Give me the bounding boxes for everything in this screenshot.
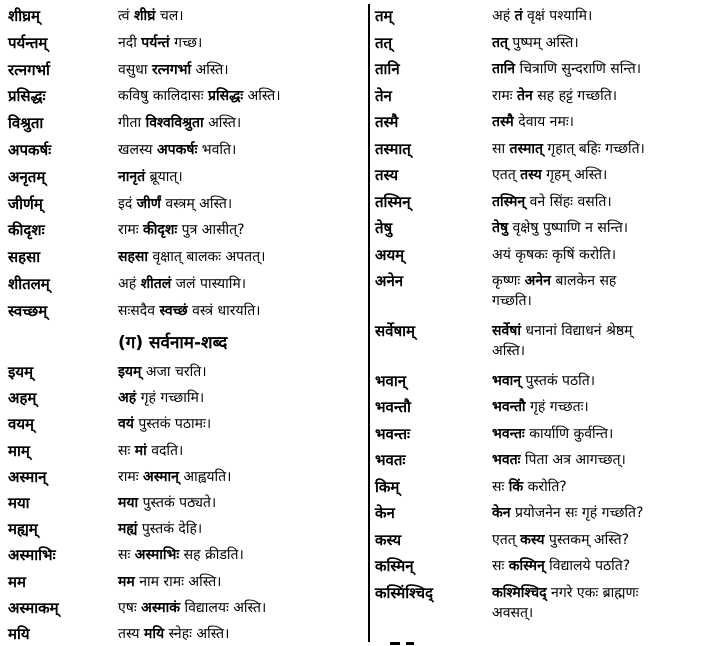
example-sentence: [118, 493, 216, 513]
example-highlight: भवान्: [492, 373, 522, 389]
example-text-before: इदं: [118, 196, 137, 212]
example-sentence: [492, 165, 607, 185]
example-text-after: अस्ति।: [243, 88, 281, 104]
vocab-word: शीघ्रम्: [8, 7, 40, 25]
example-sentence: [118, 519, 202, 539]
example-text-before: गीता: [118, 115, 146, 131]
example-sentence: [492, 397, 589, 417]
example-highlight: शीतलं: [140, 276, 172, 292]
example-highlight: अपकर्षः: [156, 142, 198, 158]
column-divider: [368, 4, 370, 642]
vocab-word: पर्यन्तम्: [8, 34, 48, 52]
example-line: [492, 88, 617, 104]
example-highlight: तानि: [492, 61, 516, 77]
example-text-after: गृहं गच्छामि।: [136, 390, 205, 406]
example-text-after: वस्त्रं धारयति।: [187, 303, 261, 319]
example-sentence: [118, 60, 229, 80]
vocab-word: भवन्तौ: [375, 398, 411, 416]
example-text-after: चित्राणि सुन्दराणि सन्ति।: [515, 61, 641, 77]
example-text-after: वृक्षं पश्यामि।: [522, 8, 593, 24]
example-text-after: पिता अत्र आगच्छत्।: [520, 452, 626, 468]
example-line: [492, 220, 628, 236]
example-text-before: सः: [118, 443, 135, 459]
example-sentence: [492, 503, 643, 523]
example-line: [492, 273, 616, 289]
example-highlight: नानृतं: [118, 169, 146, 185]
vocab-word: मया: [8, 494, 30, 512]
example-sentence: [492, 245, 616, 265]
example-line: [118, 521, 202, 537]
example-line: [118, 88, 281, 104]
vocab-word: कस्मिंश्चिद्: [375, 584, 433, 602]
example-line: [118, 196, 232, 212]
example-text-after: वने सिंहः वसति।: [525, 194, 612, 210]
example-text-after: गृहम् अस्ति।: [541, 167, 608, 183]
example-highlight: भवतः: [492, 452, 521, 468]
example-highlight: विश्वविश्रुता: [145, 115, 204, 131]
example-sentence: [118, 572, 221, 592]
example-sentence: [118, 388, 204, 408]
example-highlight: अस्मान्: [143, 469, 179, 485]
vocab-word: तानि: [375, 60, 400, 78]
example-line: [118, 443, 183, 459]
vocab-word: शीतलम्: [8, 275, 50, 293]
vocab-word: किम्: [375, 478, 400, 496]
example-text-before: खलस्य: [118, 142, 157, 158]
vocab-word: अयम्: [375, 246, 405, 264]
vocab-word: अपकर्षः: [8, 141, 52, 159]
vocab-word: प्रसिद्धः: [8, 87, 46, 105]
example-line: [118, 303, 261, 319]
example-text-after: भवति।: [197, 142, 237, 158]
example-continuation: गच्छति।: [492, 293, 532, 309]
example-text-before: सः: [118, 547, 135, 563]
example-sentence: [118, 247, 265, 267]
vocab-word: तस्मै: [375, 113, 399, 131]
example-sentence: [492, 139, 645, 159]
example-line: [492, 141, 645, 157]
vocab-word: माम्: [8, 442, 30, 460]
example-line: [492, 114, 574, 130]
example-line: [492, 399, 589, 415]
example-line: [118, 249, 265, 265]
example-text-after: अस्ति।: [203, 115, 242, 131]
vocab-word: तेषु: [375, 219, 393, 237]
example-sentence: [492, 218, 628, 238]
example-highlight: मयि: [144, 626, 165, 642]
example-line: [492, 373, 595, 389]
example-text-before: अहं: [118, 276, 141, 292]
example-line: [492, 426, 613, 442]
example-continuation: अस्ति।: [492, 343, 526, 359]
example-sentence: [118, 274, 246, 294]
example-text-after: आह्वयति।: [178, 469, 232, 485]
example-text-after: करोति?: [523, 479, 567, 495]
example-sentence: [118, 220, 245, 240]
example-text-after: नाम रामः अस्ति।: [134, 574, 222, 590]
example-highlight: मां: [134, 443, 147, 459]
example-text-after: सह क्रीडति।: [179, 547, 244, 563]
example-text-before: एषः: [118, 600, 142, 616]
vocab-word: अनेन: [375, 272, 404, 290]
example-sentence: [118, 113, 241, 133]
example-highlight: भवन्तौ: [492, 399, 526, 415]
example-text-after: पुष्पम् अस्ति।: [507, 35, 579, 51]
example-highlight: तस्मात्: [509, 141, 543, 157]
example-line: [118, 364, 207, 380]
example-text-after: वृक्षात् बालकः अपतत्।: [148, 249, 266, 265]
vocab-word: तस्मात्: [375, 140, 411, 158]
vocab-word: स्वच्छम्: [8, 302, 48, 320]
example-highlight: किं: [508, 479, 524, 495]
example-line: [492, 532, 629, 548]
example-text-before: कृष्णः: [492, 273, 525, 289]
example-text-after: गृहं गच्छतः।: [525, 399, 589, 415]
example-text-after: पुस्तकम् अस्ति?: [544, 532, 630, 548]
example-line: [492, 8, 592, 24]
example-highlight: तस्मै: [492, 114, 514, 130]
example-sentence: [118, 441, 183, 461]
example-text-after: पुस्तकं पठति।: [521, 373, 596, 389]
example-sentence: [492, 556, 630, 576]
example-text-after: विद्यालये पठति?: [544, 558, 631, 574]
example-highlight: इयम्: [118, 364, 142, 380]
example-line: [118, 469, 231, 485]
example-text-before: सः: [492, 558, 509, 574]
vocab-word: मम: [8, 573, 26, 591]
example-line: [118, 574, 221, 590]
example-highlight: रत्नगर्भा: [151, 62, 192, 78]
example-line: [118, 8, 184, 24]
example-highlight: मह्यं: [118, 521, 138, 537]
example-sentence: [492, 530, 629, 550]
example-text-after: गच्छ।: [169, 35, 203, 51]
example-highlight: वयं: [118, 416, 134, 432]
example-sentence: [118, 140, 236, 160]
example-line: [118, 35, 202, 51]
example-text-after: पुत्र आसीत्?: [177, 222, 245, 238]
vocab-word: अहम्: [8, 389, 37, 407]
example-text-after: विद्यालयः अस्ति।: [180, 600, 267, 616]
example-line: [492, 479, 567, 495]
example-highlight: अस्माकं: [141, 600, 181, 616]
vocab-word: अनृतम्: [8, 168, 46, 186]
example-highlight: अहं: [118, 390, 137, 406]
example-text-after: वस्त्रम् अस्ति।: [160, 196, 233, 212]
example-sentence: [492, 86, 617, 106]
example-text-before: एतत्: [492, 532, 521, 548]
example-line: [118, 222, 245, 238]
example-highlight: तस्य: [520, 167, 542, 183]
vocab-word: भवान्: [375, 372, 407, 390]
example-text-after: पुस्तकं देहि।: [137, 521, 203, 537]
example-sentence: [118, 33, 202, 53]
vocab-word: अस्मान्: [8, 468, 47, 486]
example-highlight: तेन: [517, 88, 533, 104]
vocab-word: सहसा: [8, 248, 41, 266]
example-text-after: जलं पास्यामि।: [171, 276, 247, 292]
vocab-word: तस्य: [375, 166, 399, 184]
example-line: [118, 390, 204, 406]
example-text-before: रामः: [118, 469, 144, 485]
example-line: [492, 167, 607, 183]
example-highlight: अस्माभिः: [134, 547, 180, 563]
vocab-word: विश्रुता: [8, 114, 44, 132]
section-heading: (ग) सर्वनाम-शब्द: [118, 333, 228, 353]
example-line: [492, 558, 630, 574]
example-text-after: पुस्तकं पठ्यते।: [138, 495, 217, 511]
example-sentence: [118, 598, 266, 618]
vocab-word: अस्माकम्: [8, 599, 59, 617]
example-text-after: प्रयोजनेन सः गृहं गच्छति?: [510, 505, 644, 521]
example-text-after: वदति।: [146, 443, 184, 459]
example-highlight: केन: [492, 505, 511, 521]
cut-off-line-fragment: [388, 636, 418, 646]
example-text-after: ब्रूयात्।: [145, 169, 183, 185]
example-text-after: पुस्तकं पठामः।: [133, 416, 212, 432]
example-highlight: तस्मिन्: [492, 194, 526, 210]
vocab-word: तेन: [375, 87, 392, 105]
vocab-word: तत्: [375, 34, 393, 52]
example-text-after: नगरे एकः ब्राह्मणः: [546, 585, 639, 601]
example-text-after: सह हट्टं गच्छति।: [532, 88, 618, 104]
example-sentence: [118, 414, 211, 434]
example-sentence: [492, 450, 626, 470]
example-highlight: तं: [514, 8, 523, 24]
example-highlight: कस्य: [520, 532, 545, 548]
example-line: [492, 452, 626, 468]
example-text-before: वसुधा: [118, 62, 152, 78]
example-highlight: कश्मिश्चिद्: [492, 585, 547, 601]
example-text-after: स्नेहः अस्ति।: [164, 626, 230, 642]
example-highlight: तत्: [492, 35, 508, 51]
example-sentence: [492, 192, 612, 212]
example-text-before: सःसदैव: [118, 303, 160, 319]
vocab-word: भवतः: [375, 451, 406, 469]
example-text-before: रामः: [492, 88, 518, 104]
example-line: [492, 35, 579, 51]
example-line: [492, 194, 612, 210]
example-text-before: अहं: [492, 8, 515, 24]
example-line: [118, 626, 229, 642]
example-line: [118, 276, 246, 292]
vocab-word: इयम्: [8, 363, 34, 381]
example-sentence: [118, 301, 261, 321]
vocab-word: मयि: [8, 625, 30, 643]
example-line: [492, 505, 643, 521]
vocab-word: अस्माभिः: [8, 546, 56, 564]
example-highlight: शीघ्रं: [133, 8, 156, 24]
example-continuation: अवसत्।: [492, 605, 534, 621]
example-line: [118, 62, 229, 78]
example-text-after: धनानां विद्याधनं श्रेष्ठम्: [520, 323, 633, 339]
vocab-word: केन: [375, 504, 395, 522]
vocab-word: जीर्णम्: [8, 195, 43, 213]
example-highlight: भवन्तः: [492, 426, 525, 442]
example-line: [118, 495, 216, 511]
example-highlight: जीर्णं: [136, 196, 161, 212]
example-highlight: स्वच्छं: [159, 303, 188, 319]
example-text-before: रामः: [118, 222, 144, 238]
example-sentence: [118, 194, 232, 214]
example-highlight: मम: [118, 574, 135, 590]
example-line: [118, 115, 241, 131]
example-line: [118, 142, 236, 158]
example-sentence: [492, 271, 616, 311]
vocab-word: तस्मिन्: [375, 193, 411, 211]
example-text-before: तस्य: [118, 626, 144, 642]
example-text-before: एतत्: [492, 167, 521, 183]
example-highlight: कस्मिन्: [508, 558, 545, 574]
example-highlight: सर्वेषां: [492, 323, 521, 339]
example-sentence: [492, 583, 638, 623]
example-sentence: [492, 321, 633, 361]
example-line: [118, 416, 211, 432]
example-text-after: कार्याणि कुर्वन्ति।: [524, 426, 614, 442]
example-text-after: अजा चरति।: [141, 364, 207, 380]
example-text-before: अयं कृषकः कृषिं करोति।: [492, 247, 617, 263]
example-sentence: [492, 6, 592, 26]
example-text-after: चल।: [155, 8, 184, 24]
vocab-word: कीदृशः: [8, 221, 45, 239]
example-highlight: कीदृशः: [143, 222, 178, 238]
example-highlight: मया: [118, 495, 139, 511]
example-sentence: [118, 86, 281, 106]
vocab-word: मह्यम्: [8, 520, 38, 538]
example-text-before: सः: [492, 479, 509, 495]
example-highlight: सहसा: [118, 249, 148, 265]
example-sentence: [492, 33, 579, 53]
example-sentence: [492, 424, 613, 444]
vocab-word: रत्नगर्भा: [8, 61, 50, 79]
example-line: [492, 61, 641, 77]
example-sentence: [118, 362, 207, 382]
example-sentence: [492, 59, 641, 79]
vocab-word: कस्मिन्: [375, 557, 414, 575]
example-line: [492, 585, 638, 601]
vocab-word: कस्य: [375, 531, 402, 549]
example-highlight: प्रसिद्धः: [208, 88, 244, 104]
example-text-after: गृहात् बहिः गच्छति।: [542, 141, 645, 157]
example-text-before: नदी: [118, 35, 142, 51]
vocab-word: वयम्: [8, 415, 35, 433]
example-sentence: [118, 545, 244, 565]
example-line: [492, 323, 633, 339]
example-text-after: देवाय नमः।: [513, 114, 574, 130]
example-sentence: [492, 477, 567, 497]
example-text-after: बालकेन सह: [550, 273, 617, 289]
example-sentence: [118, 624, 229, 644]
example-text-before: कविषु कालिदासः: [118, 88, 209, 104]
example-highlight: पर्यन्तं: [141, 35, 170, 51]
example-sentence: [118, 467, 231, 487]
example-line: [492, 247, 616, 263]
vocab-word: सर्वेषाम्: [375, 322, 416, 340]
example-line: [118, 169, 183, 185]
example-highlight: अनेन: [524, 273, 551, 289]
example-sentence: [492, 371, 595, 391]
example-line: [118, 547, 244, 563]
vocab-word: तम्: [375, 7, 393, 25]
example-line: [118, 600, 266, 616]
example-text-before: सा: [492, 141, 510, 157]
vocab-word: भवन्तः: [375, 425, 411, 443]
example-sentence: [118, 167, 183, 187]
example-text-after: वृक्षेषु पुष्पाणि न सन्ति।: [508, 220, 629, 236]
example-highlight: तेषु: [492, 220, 509, 236]
example-text-before: त्वं: [118, 8, 134, 24]
example-text-after: अस्ति।: [191, 62, 229, 78]
example-sentence: [118, 6, 184, 26]
example-sentence: [492, 112, 574, 132]
